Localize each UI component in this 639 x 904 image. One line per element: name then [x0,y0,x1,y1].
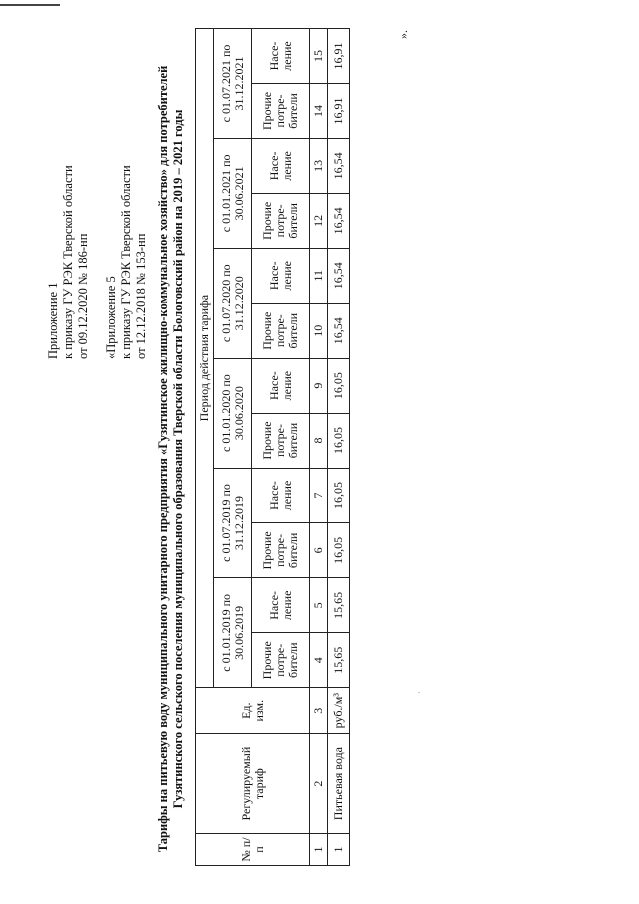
header-tariff: Регулируемый тариф [196,734,310,834]
column-number: 11 [310,248,328,303]
value-cell: 15,65 [328,578,350,633]
sub-population: Насе-ление [252,138,310,193]
tariff-table [195,28,350,866]
sub-population: Насе-ление [252,468,310,523]
value-cell: 16,05 [328,358,350,413]
column-number: 13 [310,138,328,193]
appendix-1-line-2: к приказу ГУ РЭК Тверской области [61,165,75,359]
period-cell: с 01.07.2021 по 31.12.2021 [214,29,252,139]
value-cell: 16,54 [328,193,350,248]
scan-edge-line [0,4,60,6]
appendix-1-line-3: от 09.12.2020 № 186-нп [76,233,90,359]
closing-quote: ». [396,30,410,39]
column-number: 5 [310,578,328,633]
period-cell: с 01.01.2021 по 30.06.2021 [214,138,252,248]
column-number: 15 [310,29,328,84]
appendix-1-header [46,29,91,359]
column-number: 4 [310,633,328,688]
row-no: 1 [328,834,350,866]
sub-population: Насе-ление [252,578,310,633]
appendix-5-line-3: от 12.12.2018 № 153-нп [134,233,148,359]
sub-other: Прочие потре-бители [252,633,310,688]
column-number: 9 [310,358,328,413]
header-unit: Ед. изм. [196,688,310,734]
title-line-1: Тарифы на питьевую воду муниципального унитарного предприятия «Гузятинское жилищно-коммунальное хозяйство» для потребителей [156,65,170,853]
column-number: 10 [310,303,328,358]
column-number: 1 [310,834,328,866]
header-no: № п/ п [196,834,310,866]
header-period: Период действия тарифа [196,29,214,688]
sub-population: Насе-ление [252,248,310,303]
column-number: 12 [310,193,328,248]
column-number: 6 [310,523,328,578]
title-line-2: Гузятинского сельского поселения муниципального образования Тверской области Бологовский район на 2019 – 2021 годы [171,109,185,809]
value-cell: 16,05 [328,468,350,523]
row-tariff: Питьевая вода [328,734,350,834]
column-number: 14 [310,83,328,138]
sub-other: Прочие потре-бители [252,303,310,358]
value-cell: 16,54 [328,248,350,303]
value-cell: 16,54 [328,138,350,193]
value-cell: 16,05 [328,523,350,578]
appendix-5-line-2: к приказу ГУ РЭК Тверской области [119,165,133,359]
value-cell: 16,91 [328,83,350,138]
appendix-5-line-1: «Приложение 5 [104,276,118,359]
value-cell: 16,91 [328,29,350,84]
row-unit: руб./м³ [328,688,350,734]
column-number: 3 [310,688,328,734]
column-number: 8 [310,413,328,468]
column-number: 2 [310,734,328,834]
header-row-top [196,29,214,866]
period-cell: с 01.07.2019 по 31.12.2019 [214,468,252,578]
column-number-row [310,29,328,866]
appendix-5-header [104,29,149,359]
sub-other: Прочие потре-бители [252,83,310,138]
sub-other: Прочие потре-бители [252,523,310,578]
period-cell: с 01.01.2020 по 30.06.2020 [214,358,252,468]
table-row [328,29,350,866]
sub-population: Насе-ление [252,29,310,84]
scan-speck: · [415,691,424,694]
period-cell: с 01.07.2020 по 31.12.2020 [214,248,252,358]
sub-other: Прочие потре-бители [252,413,310,468]
period-cell: с 01.01.2019 по 30.06.2019 [214,578,252,688]
appendix-1-line-1: Приложение 1 [46,282,60,359]
value-cell: 16,05 [328,413,350,468]
column-number: 7 [310,468,328,523]
value-cell: 15,65 [328,633,350,688]
document-title [156,34,186,884]
value-cell: 16,54 [328,303,350,358]
sub-population: Насе-ление [252,358,310,413]
sub-other: Прочие потре-бители [252,193,310,248]
